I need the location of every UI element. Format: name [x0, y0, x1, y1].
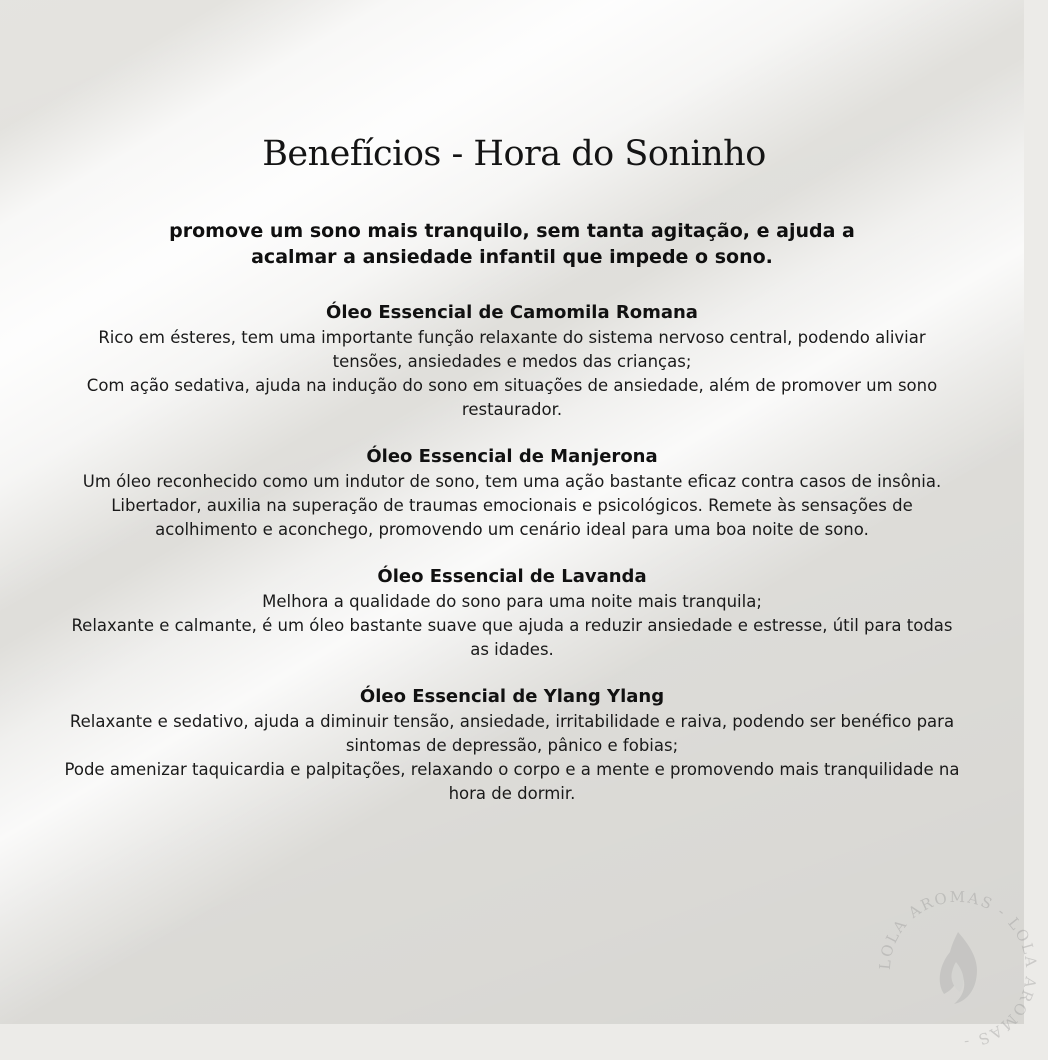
section-heading: Óleo Essencial de Ylang Ylang [359, 686, 665, 707]
section-heading: Óleo Essencial de Manjerona [366, 446, 658, 467]
section-paragraph: Com ação sedativa, ajuda na indução do sono em situações de ansiedade, além de promover um sono restaurador. [86, 376, 938, 419]
section-ylang-ylang [40, 684, 984, 806]
section-paragraph: Um óleo reconhecido como um indutor de sono, tem uma ação bastante eficaz contra casos de insônia. [82, 472, 942, 491]
section-lavanda [40, 564, 984, 662]
section-paragraph: Relaxante e sedativo, ajuda a diminuir tensão, ansiedade, irritabilidade e raiva, podendo ser benéfico para sintomas de depressão, pânico e fobias; [69, 712, 955, 755]
section-paragraph: Libertador, auxilia na superação de traumas emocionais e psicológicos. Remete às sensações de acolhimento e aconchego, promovendo um cenário ideal para uma boa noite de sono. [111, 496, 913, 539]
section-body [62, 326, 962, 422]
section-paragraph: Rico em ésteres, tem uma importante função relaxante do sistema nervoso central, podendo aliviar tensões, ansiedades e medos das crianças; [98, 328, 926, 371]
page-title: Benefícios - Hora do Soninho [262, 134, 766, 174]
watermark-text: LOLA AROMAS - LOLA AROMAS - [875, 887, 1041, 1052]
flame-icon [940, 932, 977, 1004]
section-body [62, 590, 962, 662]
section-paragraph: Relaxante e calmante, é um óleo bastante suave que ajuda a reduzir ansiedade e estresse, útil para todas as idades. [71, 616, 953, 659]
section-camomila [40, 300, 984, 422]
section-body [62, 710, 962, 806]
section-heading: Óleo Essencial de Lavanda [377, 566, 647, 587]
main-content [40, 128, 984, 806]
intro-text: promove um sono mais tranquilo, sem tanta agitação, e ajuda a acalmar a ansiedade infantil que impede o sono. [169, 220, 855, 268]
section-manjerona [40, 444, 984, 542]
section-paragraph: Melhora a qualidade do sono para uma noite mais tranquila; [262, 592, 762, 611]
section-heading: Óleo Essencial de Camomila Romana [326, 302, 698, 323]
section-body [62, 470, 962, 542]
brand-watermark [868, 880, 1048, 1060]
section-paragraph: Pode amenizar taquicardia e palpitações, relaxando o corpo e a mente e promovendo mais tranquilidade na hora de dormir. [64, 760, 960, 803]
